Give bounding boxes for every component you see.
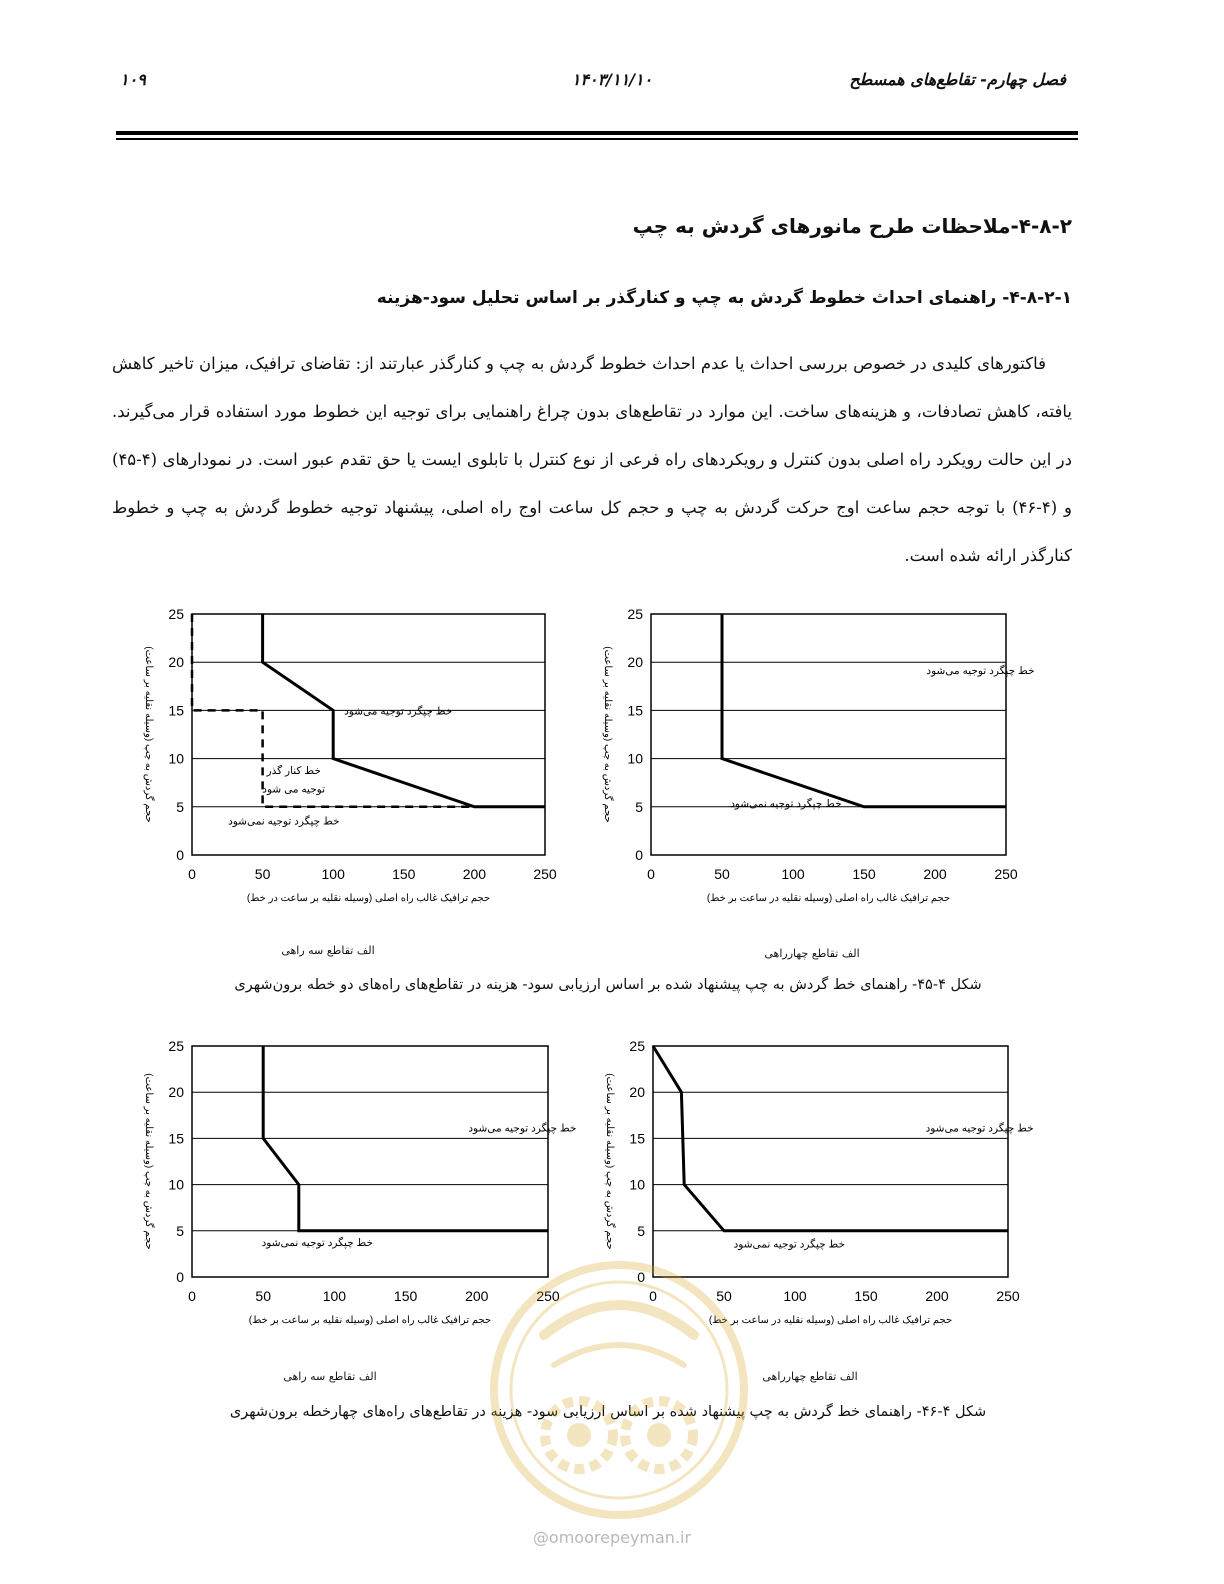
- watermark-logo: [484, 1255, 754, 1525]
- x-tick-label: 150: [852, 866, 876, 882]
- x-tick-label: 50: [714, 866, 730, 882]
- x-tick-label: 150: [392, 866, 416, 882]
- annotation-label: خط چپگرد توجیه نمی‌شود: [733, 1238, 846, 1251]
- y-tick-label: 20: [627, 654, 643, 671]
- annotation-label: خط چپگرد توجیه نمی‌شود: [261, 1236, 374, 1249]
- x-tick-label: 250: [533, 866, 557, 882]
- y-tick-label: 0: [176, 1269, 184, 1285]
- x-axis-label: حجم ترافیک غالب راه اصلی (وسیله نقلیه در ساعت بر خط): [708, 1315, 953, 1326]
- x-tick-label: 0: [649, 1288, 657, 1304]
- watermark-url: @omoorepeyman.ir: [532, 1528, 692, 1547]
- annotation-label: خط چپگرد توجیه می‌شود: [468, 1122, 577, 1135]
- annotation-label: خط چپگرد توجیه نمی‌شود: [730, 797, 842, 810]
- y-tick-label: 0: [635, 847, 643, 863]
- y-tick-label: 0: [176, 847, 184, 863]
- x-tick-label: 100: [322, 1288, 347, 1304]
- y-tick-label: 10: [627, 750, 643, 767]
- annotation-label: خط چپگرد توجیه می‌شود: [926, 664, 1035, 677]
- y-axis-label: حجم گردش به چپ (وسیله نقلیه بر ساعت): [143, 1073, 154, 1250]
- x-tick-label: 0: [647, 866, 655, 882]
- header-date: ۱۴۰۳/۱۱/۱۰: [571, 70, 653, 89]
- body-paragraph: فاکتورهای کلیدی در خصوص بررسی احداث یا عدم احداث خطوط گردش به چپ و کنارگذر عبارتند از: تقاضای ترافیک، میزان تاخیر کاهش یافته، کاهش تصادفات، و هزینه‌های ساخت. این موارد در تقاطع‌های بدون چراغ راهنمایی برای توجیه این خطوط مورد استفاده قرار می‌گیرند. در این حالت رویکرد راه اصلی بدون کنترل و رویکردهای راه فرعی از نوع کنترل با تابلوی ایست یا حق تقدم عبور است. در نمودارهای (۴-۴۵) و (۴-۴۶) با توجه حجم ساعت اوج حرکت گردش به چپ و حجم کل ساعت اوج راه اصلی، پیشنهاد توجیه خطوط گردش به چپ و خطوط کنارگذر ارائه شده است.: [112, 354, 1072, 565]
- subcaption-three-leg-2: الف تقاطع سه راهی: [283, 1370, 377, 1383]
- y-tick-label: 15: [627, 702, 643, 719]
- y-tick-label: 25: [168, 1038, 184, 1054]
- x-tick-label: 50: [254, 866, 271, 882]
- y-axis-label: حجم گردش به چپ (وسیله نقلیه بر ساعت): [602, 646, 613, 823]
- y-tick-label: 0: [637, 1269, 645, 1285]
- x-tick-label: 100: [321, 866, 345, 882]
- annotation-label: خط کنار گذر: [266, 765, 321, 778]
- subcaption-four-leg-2: الف تقاطع چهارراهی: [762, 1370, 858, 1383]
- chart-fig45-three-leg: [100, 590, 570, 920]
- y-tick-label: 15: [168, 1130, 184, 1147]
- annotation-label: توجیه می شود: [262, 783, 326, 796]
- subcaption-four-leg-1: الف تقاطع چهارراهی: [764, 947, 860, 960]
- x-axis-label: حجم ترافیک غالب راه اصلی (وسیله نقلیه بر ساعت بر خط): [248, 1315, 492, 1326]
- y-axis-label: حجم گردش به چپ (وسیله نقلیه بر ساعت): [143, 646, 154, 823]
- chapter-header: فصل چهارم- تقاطع‌های همسطح: [849, 70, 1066, 89]
- page-number: ۱۰۹: [120, 70, 146, 89]
- x-tick-label: 200: [925, 1288, 949, 1304]
- y-tick-label: 10: [168, 750, 184, 767]
- x-tick-label: 200: [465, 1288, 489, 1304]
- x-tick-label: 50: [255, 1288, 271, 1304]
- plot-frame: [651, 614, 1006, 855]
- y-tick-label: 10: [168, 1176, 184, 1193]
- annotation-label: خط چپگرد توجیه می‌شود: [925, 1122, 1034, 1135]
- y-tick-label: 15: [168, 702, 184, 719]
- header-rule-thick: [116, 131, 1078, 135]
- subcaption-three-leg-1: الف تقاطع سه راهی: [281, 944, 375, 957]
- x-tick-label: 200: [462, 866, 487, 882]
- annotation-label: خط چپگرد توجیه می‌شود: [344, 705, 453, 718]
- y-axis-label: حجم گردش به چپ (وسیله نقلیه بر ساعت): [604, 1073, 615, 1250]
- x-tick-label: 150: [854, 1288, 878, 1304]
- section-subtitle: ۴-۸-۲-۱- راهنمای احداث خطوط گردش به چپ و کنارگذر بر اساس تحلیل سود-هزینه: [376, 288, 1072, 308]
- x-tick-label: 250: [996, 1288, 1020, 1304]
- header-rule-thin: [116, 138, 1078, 140]
- x-tick-label: 150: [393, 1288, 418, 1304]
- annotation-label: خط چپگرد توجیه نمی‌شود: [228, 815, 340, 828]
- x-tick-label: 250: [536, 1288, 560, 1304]
- figure-46-caption: شکل ۴-۴۶- راهنمای خط گردش به چپ پیشنهاد شده بر اساس ارزیابی سود- هزینه در تقاطع‌های راه‌های چهارخطه برون‌شهری: [229, 1404, 987, 1420]
- x-tick-label: 50: [716, 1288, 732, 1304]
- figure-45-caption: شکل ۴-۴۵- راهنمای خط گردش به چپ پیشنهاد شده بر اساس ارزیابی سود- هزینه در تقاطع‌های راه‌های دو خطه برون‌شهری: [234, 977, 982, 993]
- x-tick-label: 0: [188, 866, 196, 882]
- y-tick-label: 25: [627, 606, 643, 622]
- x-tick-label: 100: [781, 866, 805, 882]
- x-tick-label: 0: [188, 1288, 196, 1304]
- y-tick-label: 15: [629, 1130, 645, 1147]
- y-tick-label: 5: [635, 798, 643, 815]
- y-tick-label: 25: [629, 1038, 645, 1054]
- x-axis-label: حجم ترافیک غالب راه اصلی (وسیله نقلیه در ساعت بر خط): [706, 893, 951, 904]
- x-tick-label: 100: [783, 1288, 807, 1304]
- y-tick-label: 5: [176, 1222, 184, 1239]
- chart-fig45-four-leg: [560, 590, 1035, 920]
- x-tick-label: 250: [994, 866, 1018, 882]
- y-tick-label: 20: [629, 1084, 645, 1101]
- y-tick-label: 20: [168, 654, 184, 671]
- y-tick-label: 20: [168, 1084, 184, 1101]
- y-tick-label: 10: [629, 1176, 645, 1193]
- section-title: ۴-۸-۲-ملاحظات طرح مانورهای گردش به چپ: [632, 214, 1072, 238]
- x-tick-label: 200: [923, 866, 947, 882]
- y-tick-label: 5: [637, 1222, 645, 1239]
- y-tick-label: 5: [176, 798, 184, 815]
- y-tick-label: 25: [168, 606, 184, 622]
- x-axis-label: حجم ترافیک غالب راه اصلی (وسیله نقلیه بر ساعت در خط): [246, 893, 491, 904]
